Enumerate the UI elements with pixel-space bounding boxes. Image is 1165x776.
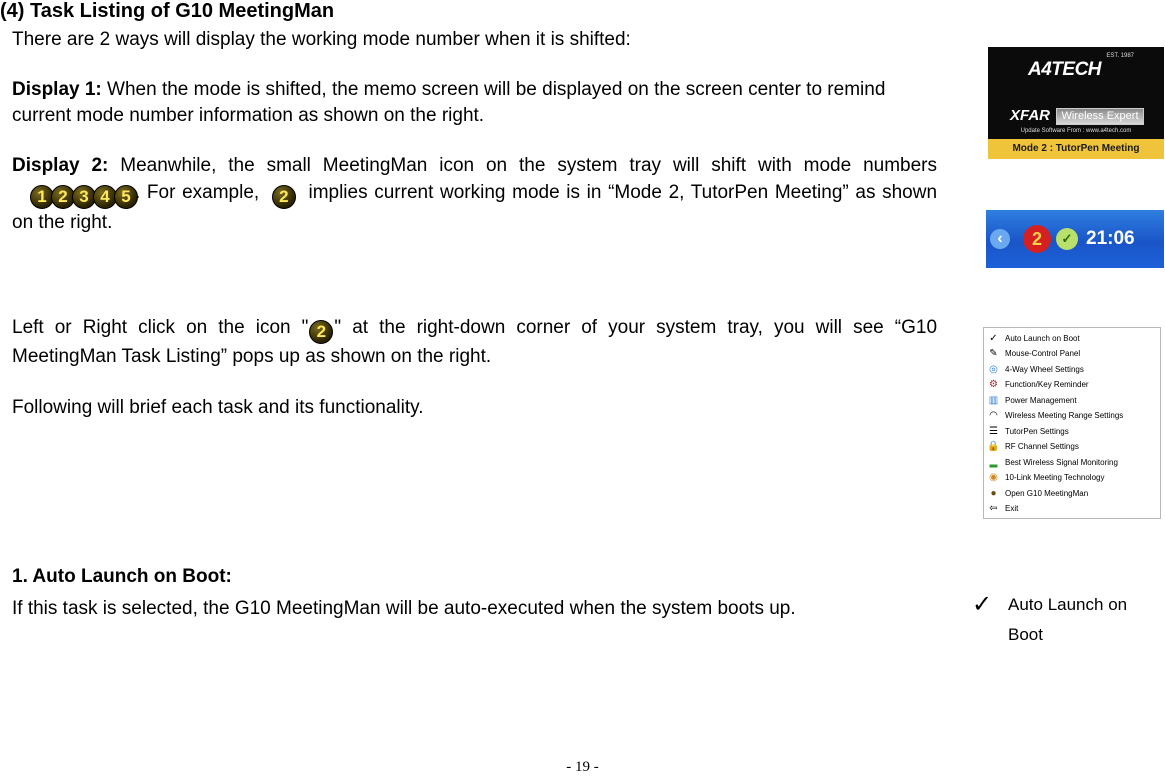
click-text-before: Left or Right click on the icon ": [12, 317, 309, 338]
meetingman-icon: ●: [990, 488, 997, 499]
click-paragraph: [12, 315, 937, 370]
mode-2-example-icon: 2: [272, 185, 296, 209]
system-tray: [986, 210, 1164, 268]
click-text-after: " at the right-down corner of your system tray, you will see “G10 MeetingMan Task Listing” pops up as shown on the right.: [12, 317, 938, 367]
menu-item-mouse-control[interactable]: ✎ Mouse-Control Panel: [984, 346, 1160, 361]
display2-paragraph: [12, 152, 937, 236]
display2-text-before: Meanwhile, the small MeetingMan icon on the system tray will shift with mode numbers: [108, 155, 937, 176]
memo-screen-banner: [988, 47, 1164, 159]
mode-5-icon: 5: [114, 185, 138, 209]
wireless-expert-tag: Wireless Expert: [1056, 108, 1144, 125]
section1-title: 1. Auto Launch on Boot:: [12, 566, 232, 587]
tray-check-icon[interactable]: ✓: [1056, 228, 1078, 250]
tutorpen-icon: ☰: [989, 426, 998, 437]
intro-text: There are 2 ways will display the working mode number when it is shifted:: [12, 29, 631, 50]
menu-item-wheel-settings[interactable]: ◎ 4-Way Wheel Settings: [984, 362, 1160, 377]
check-icon: ✓: [989, 333, 998, 344]
mode-3-icon: 3: [72, 185, 96, 209]
mode-4-icon: 4: [93, 185, 117, 209]
auto-launch-sample: [972, 590, 1165, 644]
banner-est: EST. 1987: [1106, 53, 1134, 59]
lock-icon: 🔒: [987, 441, 1000, 452]
display2-label: Display 2:: [12, 155, 109, 176]
tray-expand-icon[interactable]: ‹: [990, 229, 1010, 249]
mouse-icon: ✎: [989, 348, 998, 359]
meetingman-mode-2-icon[interactable]: 2: [1023, 225, 1051, 253]
menu-item-tutorpen[interactable]: ☰ TutorPen Settings: [984, 424, 1160, 439]
section-heading: (4) Task Listing of G10 MeetingMan: [0, 0, 335, 22]
display1-label: Display 1:: [12, 79, 102, 100]
battery-icon: ▥: [988, 395, 999, 406]
exit-icon: ⇦: [989, 503, 998, 514]
brief-text: Following will brief each task and its functionality.: [12, 397, 424, 418]
auto-launch-label: Auto Launch on Boot: [1008, 595, 1128, 644]
mode-1-icon: 1: [30, 185, 54, 209]
menu-item-power[interactable]: ▥ Power Management: [988, 395, 1077, 406]
menu-item-open-meetingman[interactable]: ● Open G10 MeetingMan: [984, 486, 1160, 501]
menu-item-signal-monitor[interactable]: ▂ Best Wireless Signal Monitoring: [984, 455, 1160, 470]
menu-item-function-key[interactable]: ⚙ Function/Key Reminder: [984, 377, 1160, 392]
menu-item-range[interactable]: ◠ Wireless Meeting Range Settings: [984, 408, 1160, 423]
link-icon: ◉: [989, 472, 998, 483]
wheel-icon: ◎: [989, 364, 998, 375]
signal-bars-icon: ▂: [989, 457, 998, 468]
menu-item-rf-channel[interactable]: 🔒 RF Channel Settings: [987, 441, 1079, 452]
menu-item-exit[interactable]: ⇦ Exit: [984, 501, 1160, 516]
banner-mode-text: Mode 2 : TutorPen Meeting: [988, 139, 1164, 159]
tray-clock: 21:06: [1086, 228, 1135, 249]
page-number: - 19 -: [566, 759, 599, 775]
display2-text-after: implies current working mode is in “Mode 2, TutorPen Meeting” as shown on the right.: [12, 182, 938, 233]
signal-range-icon: ◠: [989, 410, 998, 421]
menu-item-10-link[interactable]: ◉ 10-Link Meeting Technology: [984, 470, 1160, 485]
function-key-icon: ⚙: [989, 379, 998, 390]
banner-update-text: Update Software From : www.a4tech.com: [1020, 128, 1132, 134]
mode-number-icons: [30, 179, 135, 209]
display1-text: When the mode is shifted, the memo screen will be displayed on the screen center to remind current mode number information as shown on the right.: [12, 79, 886, 126]
section1-text: If this task is selected, the G10 MeetingMan will be auto-executed when the system boots up.: [12, 598, 796, 619]
display2-text-mid: . For example,: [135, 182, 260, 203]
xfar-logo: XFAR: [1010, 107, 1051, 124]
check-icon: ✓: [972, 591, 993, 618]
tray-2-icon: 2: [309, 320, 333, 344]
mode-2-icon: 2: [51, 185, 75, 209]
task-listing-menu: [983, 327, 1161, 519]
display1-paragraph: [12, 77, 937, 129]
menu-item-auto-launch[interactable]: ✓ Auto Launch on Boot: [984, 331, 1160, 346]
a4tech-logo: A4TECH: [1028, 59, 1102, 80]
